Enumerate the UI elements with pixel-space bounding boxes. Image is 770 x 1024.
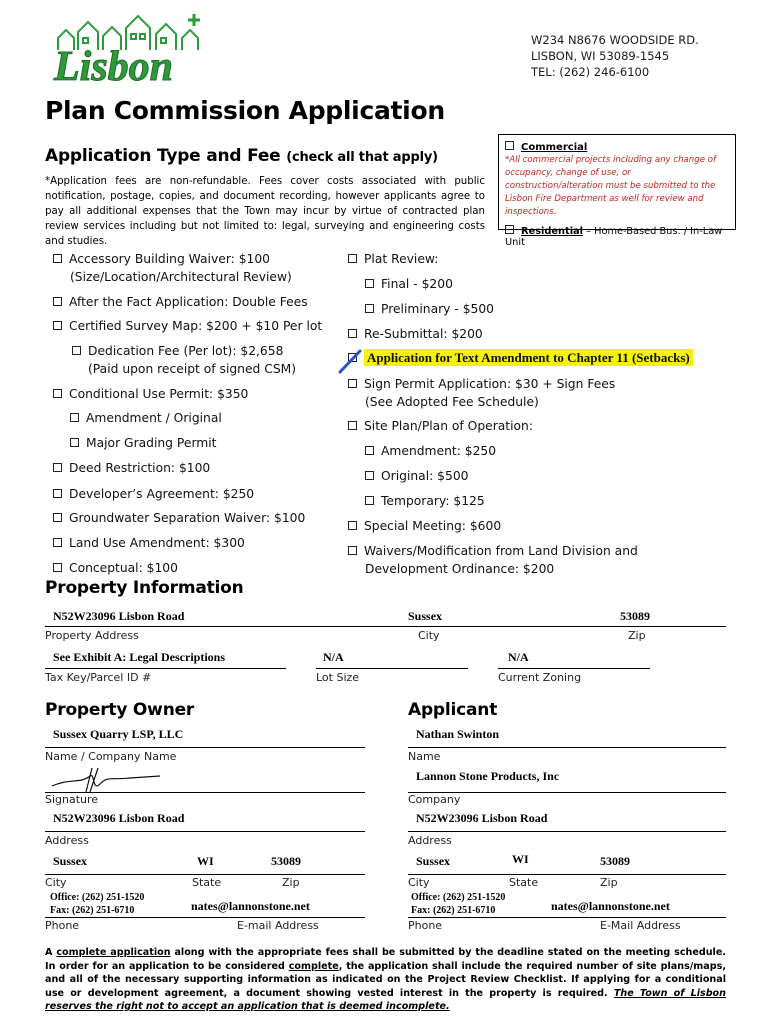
checkbox[interactable] [53, 254, 62, 263]
owner-phone-label: Phone [45, 919, 80, 932]
divider [408, 831, 726, 832]
fee-item[interactable]: After the Fact Application: Double Fees [53, 293, 308, 311]
check-all-note: (check all that apply) [286, 150, 438, 165]
divider [45, 831, 365, 832]
residential-label: Residential [521, 226, 584, 237]
divider [45, 874, 365, 875]
owner-state-value[interactable]: WI [197, 854, 214, 868]
fee-item[interactable]: Conceptual: $100 [53, 559, 178, 577]
owner-name-label: Name / Company Name [45, 750, 177, 763]
checkbox[interactable] [70, 413, 79, 422]
address-street: W234 N8676 WOODSIDE RD. [531, 33, 699, 47]
zoning-value[interactable]: N/A [508, 650, 529, 664]
divider [408, 917, 726, 918]
fee-item[interactable]: Groundwater Separation Waiver: $100 [53, 509, 305, 527]
checkbox[interactable] [348, 254, 357, 263]
divider [45, 917, 365, 918]
checkbox[interactable] [365, 446, 374, 455]
divider [408, 874, 726, 875]
checkbox[interactable] [348, 379, 357, 388]
owner-address-value[interactable]: N52W23096 Lisbon Road [53, 811, 185, 825]
owner-city-value[interactable]: Sussex [53, 854, 88, 868]
fee-item[interactable]: Developer’s Agreement: $250 [53, 485, 254, 503]
applicant-company-label: Company [408, 793, 461, 806]
fee-item-note: (Size/Location/Architectural Review) [70, 270, 292, 284]
property-zip-value[interactable]: 53089 [620, 609, 650, 623]
project-category-box [498, 134, 736, 248]
checkbox[interactable] [53, 297, 62, 306]
checkbox[interactable] [365, 304, 374, 313]
fee-item[interactable]: Waivers/Modification from Land Division and [348, 542, 638, 560]
applicant-heading: Applicant [408, 700, 498, 720]
checkbox[interactable] [365, 496, 374, 505]
fee-item[interactable]: Plat Review: [348, 250, 438, 268]
checkbox[interactable] [348, 421, 357, 430]
fee-item[interactable]: Preliminary - $500 [365, 300, 494, 318]
checkbox[interactable] [53, 389, 62, 398]
checkbox[interactable] [348, 546, 357, 555]
divider [408, 747, 726, 748]
divider [45, 626, 726, 627]
fee-item[interactable]: Amendment / Original [70, 409, 222, 427]
fee-item[interactable]: Original: $500 [365, 467, 468, 485]
property-owner-heading: Property Owner [45, 700, 195, 720]
lisbon-logo [48, 10, 238, 88]
applicant-zip-label: Zip [600, 876, 618, 889]
fee-item[interactable]: Special Meeting: $600 [348, 517, 501, 535]
checkbox[interactable] [348, 329, 357, 338]
divider [316, 668, 468, 669]
applicant-name-label: Name [408, 750, 441, 763]
checkbox[interactable] [348, 521, 357, 530]
property-city-value[interactable]: Sussex [408, 609, 443, 623]
property-address-value[interactable]: N52W23096 Lisbon Road [53, 609, 185, 623]
fee-item[interactable]: Deed Restriction: $100 [53, 459, 210, 477]
fee-item-note: (Paid upon receipt of signed CSM) [88, 362, 297, 376]
commercial-checkbox[interactable] [505, 141, 514, 150]
page-title: Plan Commission Application [45, 96, 445, 125]
fee-item[interactable]: Amendment: $250 [365, 442, 496, 460]
checkbox[interactable] [53, 563, 62, 572]
divider [45, 747, 365, 748]
fee-item[interactable]: Dedication Fee (Per lot): $2,658 [72, 342, 283, 360]
lot-size-value[interactable]: N/A [323, 650, 344, 664]
divider [498, 668, 650, 669]
fee-item[interactable]: Final - $200 [365, 275, 453, 293]
applicant-city-value[interactable]: Sussex [416, 854, 451, 868]
owner-email-value[interactable]: nates@lannonstone.net [191, 899, 310, 913]
lot-size-label: Lot Size [316, 671, 360, 684]
fee-item[interactable]: Conditional Use Permit: $350 [53, 385, 248, 403]
owner-zip-value[interactable]: 53089 [271, 854, 301, 868]
fee-item-note: Development Ordinance: $200 [365, 562, 555, 576]
fee-item[interactable]: Temporary: $125 [365, 492, 485, 510]
owner-address-label: Address [45, 834, 89, 847]
checkbox[interactable] [53, 321, 62, 330]
fee-item[interactable]: Site Plan/Plan of Operation: [348, 417, 533, 435]
commercial-note: *All commercial projects including any change of occupancy, change of use, or construction/alteration must be submitted to the Lisbon Fire Department as well for review and inspections. [505, 155, 716, 217]
text-amendment-highlight: Application for Text Amendment to Chapter 11 (Setbacks) [364, 349, 693, 366]
fee-item[interactable]: Re-Submittal: $200 [348, 325, 483, 343]
tax-key-value[interactable]: See Exhibit A: Legal Descriptions [53, 650, 226, 664]
town-address [531, 32, 699, 80]
address-phone: TEL: (262) 246-6100 [531, 65, 650, 79]
application-type-heading: Application Type and Fee (check all that apply) [45, 146, 438, 166]
signature-image [50, 764, 170, 794]
applicant-zip-value[interactable]: 53089 [600, 854, 630, 868]
checkbox[interactable] [365, 279, 374, 288]
tax-key-label: Tax Key/Parcel ID # [45, 671, 152, 684]
property-zip-label: Zip [628, 629, 646, 642]
applicant-name-value[interactable]: Nathan Swinton [416, 727, 500, 741]
fee-item-selected[interactable] [348, 349, 693, 367]
fee-item[interactable]: Accessory Building Waiver: $100 [53, 250, 270, 268]
applicant-address-value[interactable]: N52W23096 Lisbon Road [416, 811, 548, 825]
check-mark-icon [338, 348, 362, 374]
owner-city-label: City [45, 876, 67, 889]
address-city: LISBON, WI 53089-1545 [531, 49, 670, 63]
checkbox[interactable] [365, 471, 374, 480]
owner-name-value[interactable]: Sussex Quarry LSP, LLC [53, 727, 184, 741]
zoning-label: Current Zoning [498, 671, 582, 684]
checkbox[interactable] [53, 489, 62, 498]
applicant-address-label: Address [408, 834, 452, 847]
applicant-email-value[interactable]: nates@lannonstone.net [551, 899, 670, 913]
applicant-phone-value[interactable]: Office: (262) 251-1520 Fax: (262) 251-6710 [411, 892, 506, 916]
applicant-phone-label: Phone [408, 919, 443, 932]
applicant-company-value[interactable]: Lannon Stone Products, Inc [416, 769, 560, 783]
property-address-label: Property Address [45, 629, 139, 642]
checkbox[interactable] [53, 538, 62, 547]
fee-item-note: (See Adopted Fee Schedule) [365, 395, 539, 409]
fee-item[interactable]: Land Use Amendment: $300 [53, 534, 245, 552]
logo-text: Lisbon [54, 44, 174, 88]
checkbox[interactable] [53, 463, 62, 472]
fee-item[interactable]: Certified Survey Map: $200 + $10 Per lot [53, 317, 322, 335]
checkbox[interactable] [70, 438, 79, 447]
property-city-label: City [418, 629, 440, 642]
owner-zip-label: Zip [282, 876, 300, 889]
divider [45, 668, 286, 669]
commercial-label: Commercial [521, 142, 588, 153]
residential-checkbox[interactable] [505, 225, 514, 234]
fee-item[interactable]: Sign Permit Application: $30 + Sign Fees [348, 375, 615, 393]
applicant-state-label: State [509, 876, 539, 889]
checkbox[interactable] [53, 513, 62, 522]
owner-signature-label: Signature [45, 793, 99, 806]
submission-notice: A complete application along with the appropriate fees shall be submitted by the deadline stated on the meeting schedule. In order for an application to be considered complete, the application shall include the required number of site plans/maps, and all of the necessary supporting information as indicated on the Project Review Checklist. If applying for a conditional use or development agreement, a document showing vested interest in the property is required. The Town of Lisbon reserves the right not to accept an application that is deemed incomplete. [45, 947, 726, 1012]
property-info-heading: Property Information [45, 578, 244, 598]
fee-item[interactable]: Major Grading Permit [70, 434, 217, 452]
owner-state-label: State [192, 876, 222, 889]
residential-suffix: – Home-Based Bus. / In-Law Unit [505, 226, 723, 248]
applicant-email-label: E-Mail Address [600, 919, 681, 932]
owner-phone-value[interactable]: Office: (262) 251-1520 Fax: (262) 251-6710 [50, 892, 145, 916]
fee-note: *Application fees are non-refundable. Fees cover costs associated with public notification, postage, copies, and document recording, however applicants agree to pay all additional expenses that the Town may incur by virtue of contracted plan review services including but not limited to: legal, surveying and engineering costs and studies. [45, 176, 485, 247]
applicant-state-value[interactable]: WI [512, 852, 529, 866]
checkbox[interactable] [72, 346, 81, 355]
owner-email-label: E-mail Address [237, 919, 319, 932]
applicant-city-label: City [408, 876, 430, 889]
